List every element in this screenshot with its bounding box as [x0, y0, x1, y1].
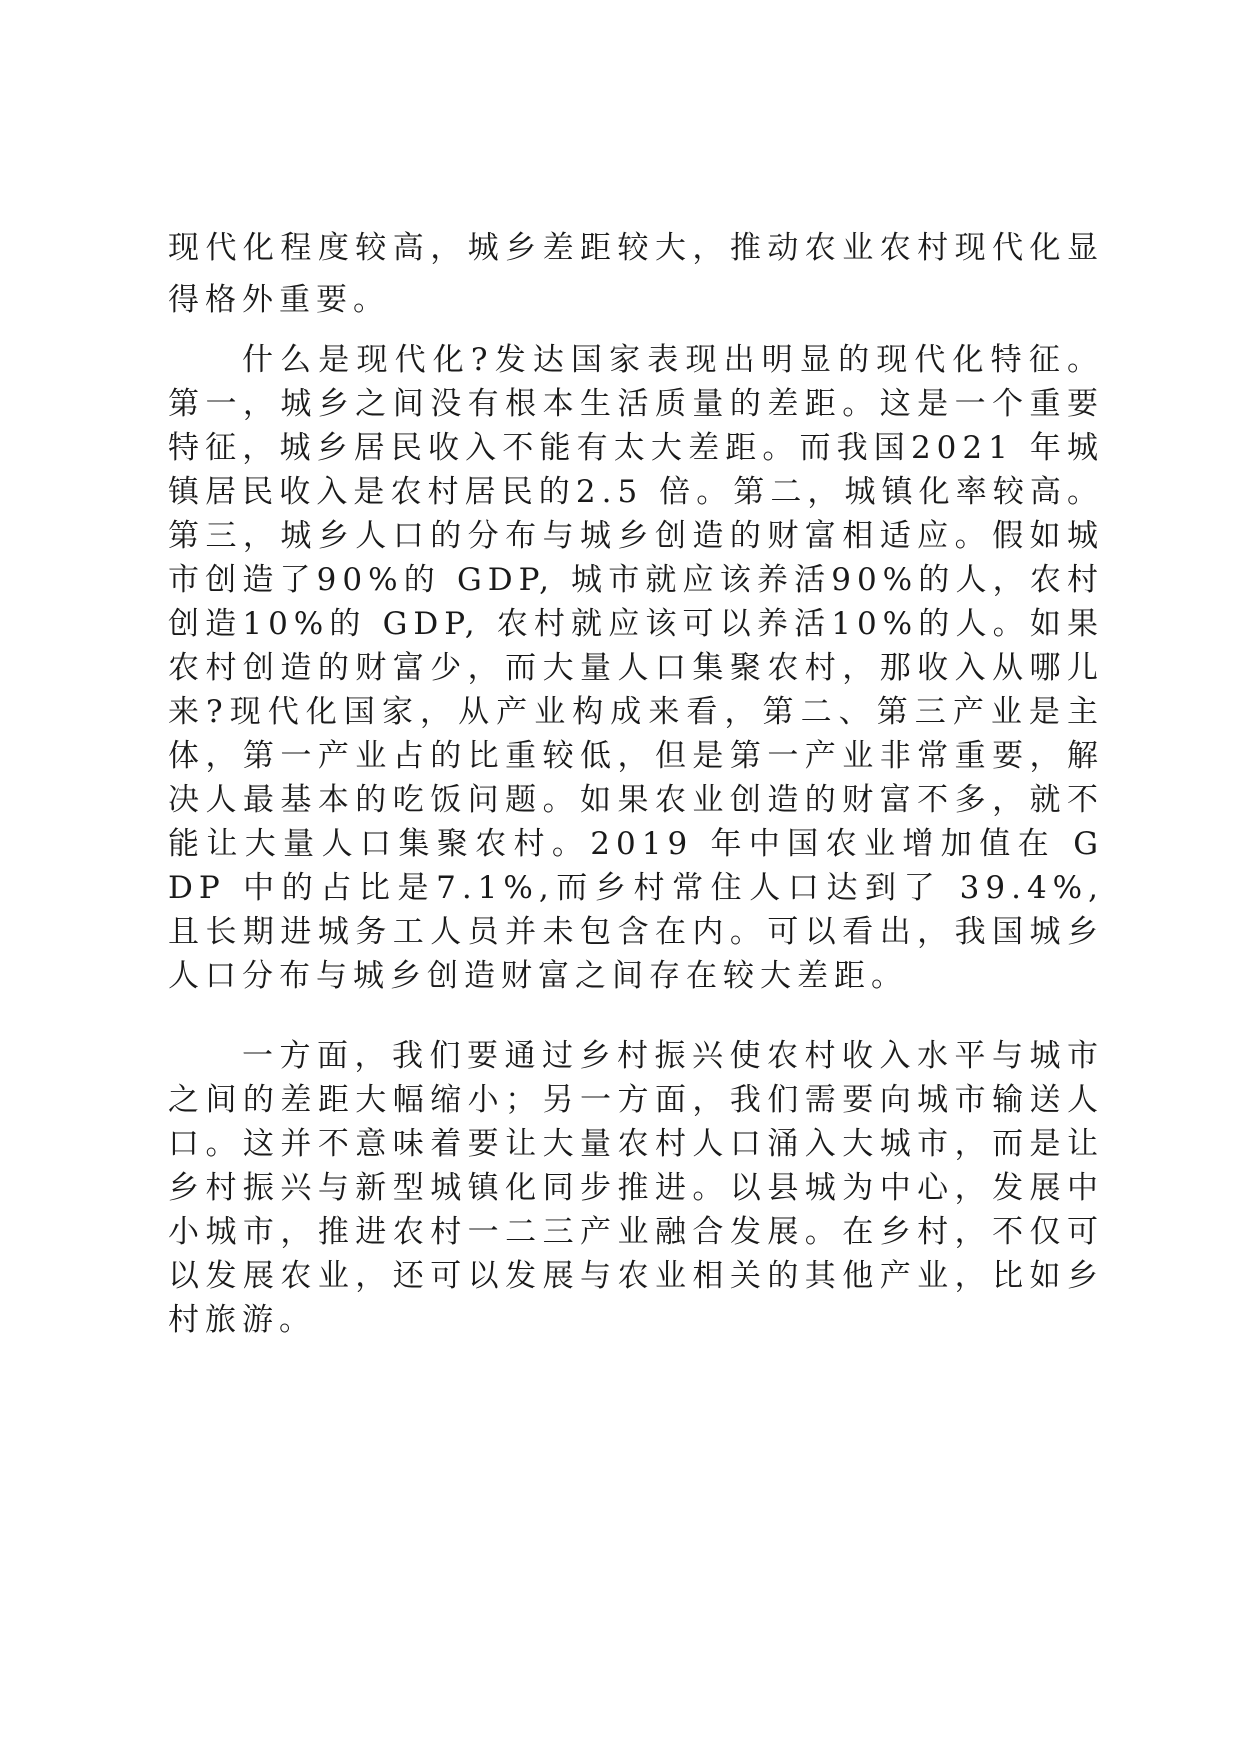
paragraph-modernization-features: 什么是现代化?发达国家表现出明显的现代化特征。第一，城乡之间没有根本生活质量的差距。这是一个重要特征，城乡居民收入不能有太大差距。而我国2021 年城镇居民收入是农村居民的2.5 倍。第二，城镇化率较高。第三，城乡人口的分布与城乡创造的财富相适应。假如城市创造了90%的 GDP, 城市就应该养活90%的人，农村创造10%的 GDP, 农村就应该可以养活10%的人。如果农村创造的财富少，而大量人口集聚农村，那收入从哪儿来?现代化国家，从产业构成来看，第二、第三产业是主体，第一产业占的比重较低，但是第一产业非常重要，解决人最基本的吃饭问题。如果农业创造的财富不多，就不能让大量人口集聚农村。2019 年中国农业增加值在 GDP 中的占比是7.1%,而乡村常住人口达到了 39.4%,且长期进城务工人员并未包含在内。可以看出，我国城乡人口分布与城乡创造财富之间存在较大差距。: [168, 342, 1104, 994]
paragraph-continuation: 现代化程度较高，城乡差距较大，推动农业农村现代化显得格外重要。: [168, 230, 1104, 318]
paragraph-rural-revitalization: 一方面，我们要通过乡村振兴使农村收入水平与城市之间的差距大幅缩小；另一方面，我们需要向城市输送人口。这并不意味着要让大量农村人口涌入大城市，而是让乡村振兴与新型城镇化同步推进。以县城为中心，发展中小城市，推进农村一二三产业融合发展。在乡村，不仅可以发展农业，还可以发展与农业相关的其他产业，比如乡村旅游。: [168, 1038, 1104, 1338]
document-page: [168, 222, 1104, 1342]
